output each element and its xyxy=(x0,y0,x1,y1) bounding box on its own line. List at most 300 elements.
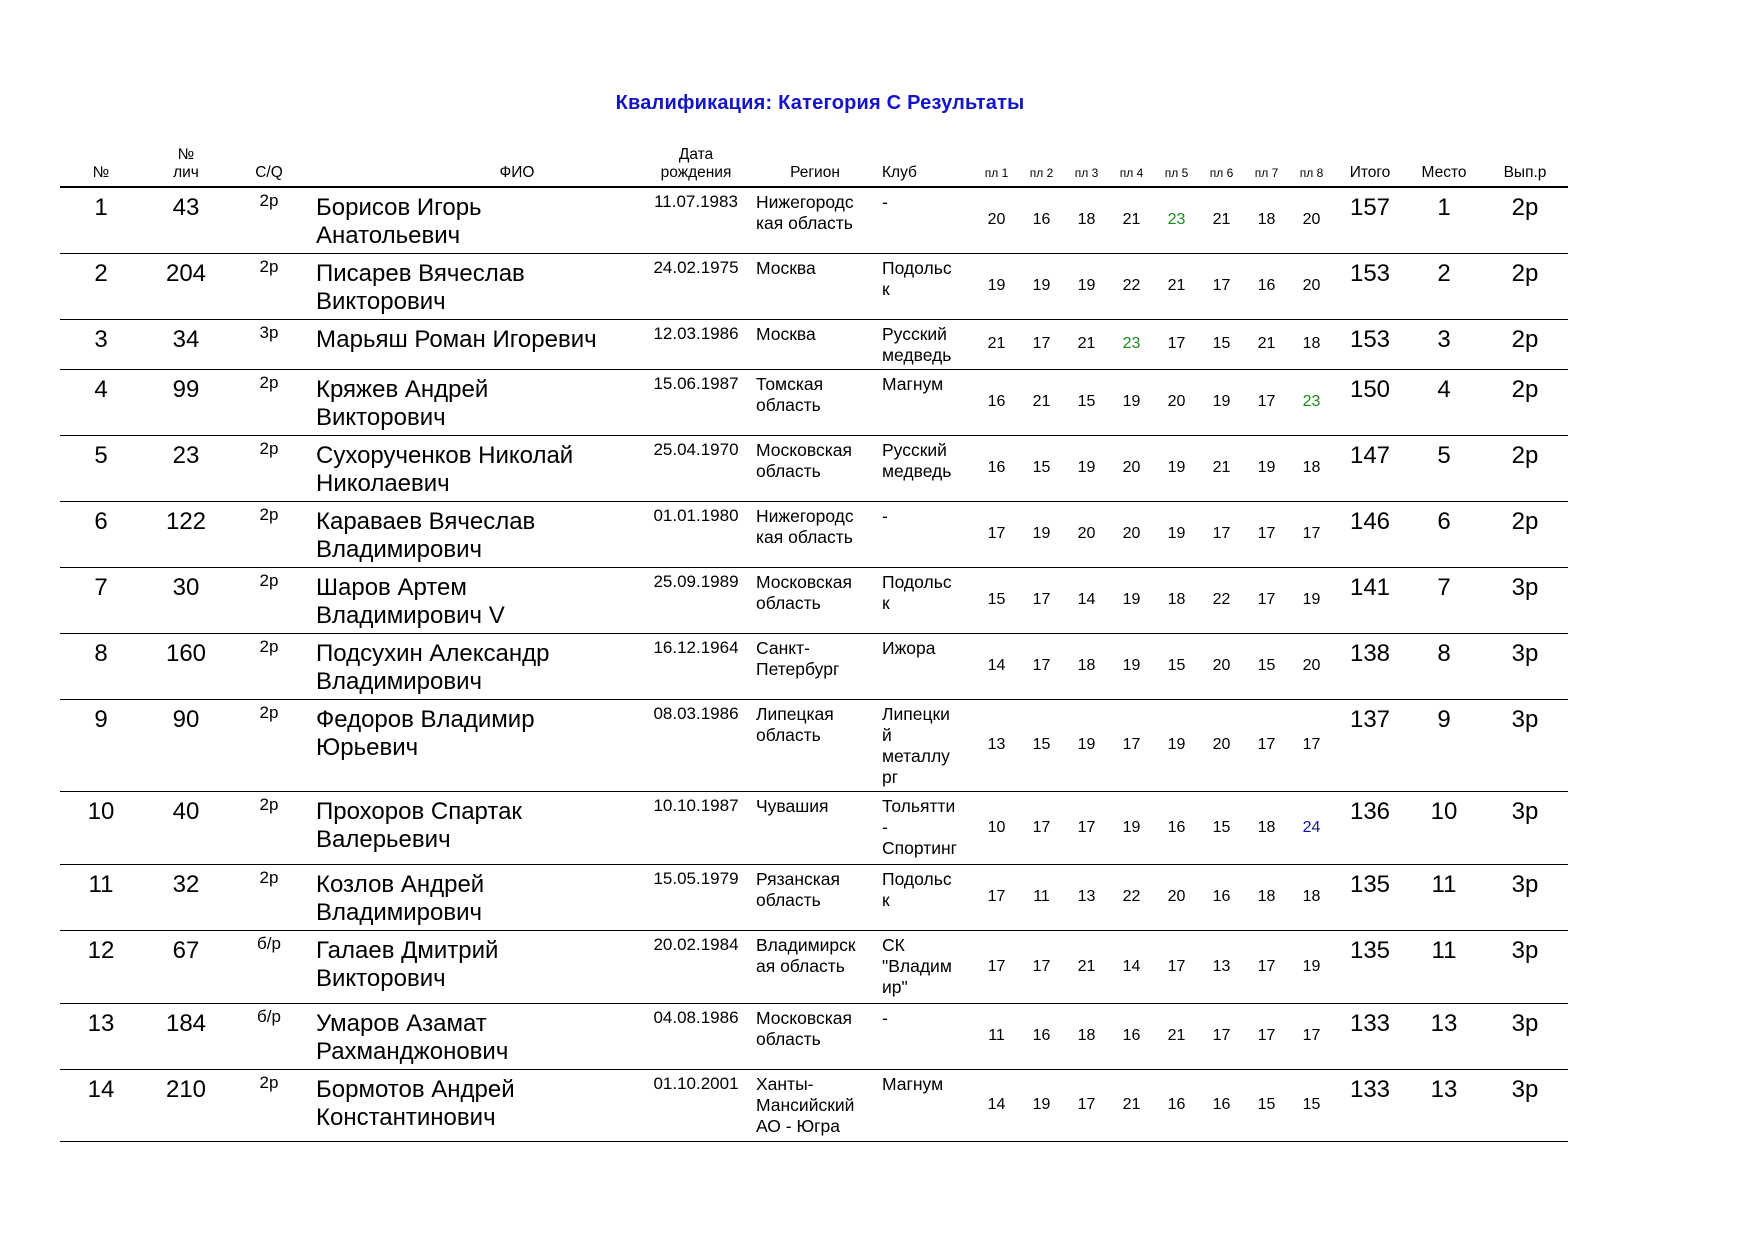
row-score-pl3: 18 xyxy=(1064,187,1109,253)
row-club-line: - xyxy=(882,1007,888,1028)
row-license: 23 xyxy=(142,435,230,501)
row-club xyxy=(880,187,974,253)
table-row xyxy=(60,699,1568,791)
row-num: 6 xyxy=(60,501,142,567)
row-place: 11 xyxy=(1406,864,1482,930)
row-club-line: Спортинг xyxy=(882,837,958,858)
row-region-line: Липецкая xyxy=(756,703,834,724)
row-place: 8 xyxy=(1406,633,1482,699)
row-score-pl6: 17 xyxy=(1199,1003,1244,1069)
row-score-pl2: 19 xyxy=(1019,253,1064,319)
table-row xyxy=(60,930,1568,1003)
row-license: 90 xyxy=(142,699,230,791)
row-score-pl8: 20 xyxy=(1289,187,1334,253)
row-license: 40 xyxy=(142,791,230,864)
row-club-line: Липецки xyxy=(882,703,950,724)
row-score-pl5: 16 xyxy=(1154,791,1199,864)
row-score-pl4: 22 xyxy=(1109,253,1154,319)
row-score-pl1: 10 xyxy=(974,791,1019,864)
row-category: 2р xyxy=(230,791,308,864)
row-score-pl6: 20 xyxy=(1199,633,1244,699)
row-name xyxy=(308,319,636,369)
row-score-pl5: 16 xyxy=(1154,1069,1199,1141)
row-name-line: Викторович xyxy=(316,403,446,431)
header-pl-6: пл 6 xyxy=(1199,146,1244,187)
table-row xyxy=(60,319,1568,369)
header-region: Регион xyxy=(756,146,880,187)
row-club-line: й xyxy=(882,724,892,745)
row-club xyxy=(880,319,974,369)
row-club xyxy=(880,633,974,699)
row-name-line: Марьяш Роман Игоревич xyxy=(316,325,597,353)
row-score-pl3: 20 xyxy=(1064,501,1109,567)
row-score-pl7: 18 xyxy=(1244,187,1289,253)
row-club-line: Ижора xyxy=(882,637,936,658)
row-club xyxy=(880,567,974,633)
row-name-line: Прохоров Спартак xyxy=(316,797,522,825)
table-row xyxy=(60,864,1568,930)
row-name xyxy=(308,369,636,435)
row-score-pl5: 23 xyxy=(1154,187,1199,253)
header-rank: Вып.р xyxy=(1482,146,1568,187)
row-license: 30 xyxy=(142,567,230,633)
row-club xyxy=(880,864,974,930)
row-score-pl4: 14 xyxy=(1109,930,1154,1003)
row-name-line: Владимирович xyxy=(316,898,483,926)
row-score-pl7: 17 xyxy=(1244,1003,1289,1069)
row-score-pl5: 21 xyxy=(1154,1003,1199,1069)
row-club xyxy=(880,369,974,435)
row-region-line: Чувашия xyxy=(756,795,829,816)
row-region xyxy=(756,1069,880,1141)
row-score-pl8: 17 xyxy=(1289,699,1334,791)
row-num: 7 xyxy=(60,567,142,633)
row-score-pl4: 21 xyxy=(1109,1069,1154,1141)
row-name xyxy=(308,187,636,253)
header-club: Клуб xyxy=(880,146,974,187)
row-total: 146 xyxy=(1334,501,1406,567)
row-region-line: АО - Югра xyxy=(756,1115,840,1136)
row-score-pl5: 19 xyxy=(1154,435,1199,501)
row-score-pl7: 17 xyxy=(1244,369,1289,435)
row-club-line: Магнум xyxy=(882,1073,944,1094)
row-club-line: к xyxy=(882,592,890,613)
row-name xyxy=(308,633,636,699)
row-region-line: область xyxy=(756,592,821,613)
row-score-pl8: 18 xyxy=(1289,435,1334,501)
row-license: 160 xyxy=(142,633,230,699)
row-name-line: Галаев Дмитрий xyxy=(316,936,499,964)
row-score-pl5: 17 xyxy=(1154,319,1199,369)
row-score-pl4: 16 xyxy=(1109,1003,1154,1069)
row-club-line: Русский xyxy=(882,439,947,460)
row-num: 14 xyxy=(60,1069,142,1141)
row-score-pl6: 22 xyxy=(1199,567,1244,633)
row-region-line: Нижегородс xyxy=(756,192,854,212)
row-name xyxy=(308,791,636,864)
row-category: 2р xyxy=(230,864,308,930)
row-score-pl4: 17 xyxy=(1109,699,1154,791)
row-name-line: Караваев Вячеслав xyxy=(316,507,536,535)
row-birthdate: 01.01.1980 xyxy=(636,501,756,567)
row-score-pl3: 19 xyxy=(1064,253,1109,319)
row-region-line: Рязанская xyxy=(756,868,840,889)
row-score-pl2: 17 xyxy=(1019,930,1064,1003)
row-score-pl6: 19 xyxy=(1199,369,1244,435)
row-score-pl6: 13 xyxy=(1199,930,1244,1003)
row-score-pl3: 15 xyxy=(1064,369,1109,435)
row-score-pl7: 18 xyxy=(1244,864,1289,930)
row-club-line: ир" xyxy=(882,976,908,997)
row-score-pl5: 20 xyxy=(1154,369,1199,435)
row-rank: 2р xyxy=(1482,253,1568,319)
row-place: 13 xyxy=(1406,1069,1482,1141)
row-rank: 3р xyxy=(1482,699,1568,791)
row-score-pl1: 13 xyxy=(974,699,1019,791)
row-club-line: к xyxy=(882,889,890,910)
row-region-line: Московская xyxy=(756,439,852,460)
table-row xyxy=(60,1069,1568,1141)
row-place: 13 xyxy=(1406,1003,1482,1069)
row-license: 67 xyxy=(142,930,230,1003)
row-name-line: Шаров Артем xyxy=(316,573,467,601)
row-birthdate: 24.02.1975 xyxy=(636,253,756,319)
table-row xyxy=(60,633,1568,699)
table-row xyxy=(60,567,1568,633)
row-score-pl6: 21 xyxy=(1199,435,1244,501)
row-category: 2р xyxy=(230,187,308,253)
row-score-pl4: 19 xyxy=(1109,567,1154,633)
row-score-pl6: 15 xyxy=(1199,791,1244,864)
row-birthdate: 25.09.1989 xyxy=(636,567,756,633)
row-birthdate: 08.03.1986 xyxy=(636,699,756,791)
row-category: б/р xyxy=(230,1003,308,1069)
row-club-line: "Владим xyxy=(882,955,952,976)
row-rank: 2р xyxy=(1482,501,1568,567)
row-score-pl4: 19 xyxy=(1109,633,1154,699)
table-row xyxy=(60,253,1568,319)
row-score-pl7: 16 xyxy=(1244,253,1289,319)
row-region-line: Санкт- xyxy=(756,637,810,658)
row-region-line: область xyxy=(756,724,821,745)
row-score-pl2: 11 xyxy=(1019,864,1064,930)
row-score-pl6: 20 xyxy=(1199,699,1244,791)
table-row xyxy=(60,369,1568,435)
row-birthdate: 01.10.2001 xyxy=(636,1069,756,1141)
row-score-pl8: 23 xyxy=(1289,369,1334,435)
row-num: 1 xyxy=(60,187,142,253)
row-region xyxy=(756,633,880,699)
row-rank: 3р xyxy=(1482,633,1568,699)
row-name xyxy=(308,253,636,319)
row-name-line: Сухорученков Николай xyxy=(316,441,574,469)
row-birthdate: 15.05.1979 xyxy=(636,864,756,930)
row-score-pl1: 19 xyxy=(974,253,1019,319)
header-pl-4: пл 4 xyxy=(1109,146,1154,187)
header-place: Место xyxy=(1406,146,1482,187)
page-title: Квалификация: Категория С Результаты xyxy=(615,92,1025,114)
row-name-line: Владимирович V xyxy=(316,601,505,629)
header-pl-3: пл 3 xyxy=(1064,146,1109,187)
row-name-line: Борисов Игорь xyxy=(316,194,482,221)
header-pl-8: пл 8 xyxy=(1289,146,1334,187)
row-club-line: Подольс xyxy=(882,257,952,278)
row-score-pl3: 17 xyxy=(1064,1069,1109,1141)
row-license: 122 xyxy=(142,501,230,567)
row-score-pl3: 18 xyxy=(1064,1003,1109,1069)
row-place: 6 xyxy=(1406,501,1482,567)
row-birthdate: 10.10.1987 xyxy=(636,791,756,864)
row-category: б/р xyxy=(230,930,308,1003)
header-total: Итого xyxy=(1334,146,1406,187)
row-score-pl2: 16 xyxy=(1019,187,1064,253)
row-rank: 2р xyxy=(1482,369,1568,435)
row-name-line: Константинович xyxy=(316,1103,496,1131)
header-fio: ФИО xyxy=(308,146,636,187)
row-birthdate: 16.12.1964 xyxy=(636,633,756,699)
row-club xyxy=(880,1069,974,1141)
header-lic xyxy=(142,146,230,187)
header-num: № xyxy=(60,146,142,187)
row-num: 13 xyxy=(60,1003,142,1069)
row-region-line: Москва xyxy=(756,257,816,278)
row-license: 43 xyxy=(142,187,230,253)
row-region xyxy=(756,501,880,567)
row-region-line: область xyxy=(756,394,821,415)
row-category: 2р xyxy=(230,435,308,501)
row-name xyxy=(308,1003,636,1069)
table-row xyxy=(60,435,1568,501)
row-category: 2р xyxy=(230,369,308,435)
row-rank: 3р xyxy=(1482,864,1568,930)
header-cq: C/Q xyxy=(230,146,308,187)
row-score-pl1: 17 xyxy=(974,501,1019,567)
row-score-pl5: 18 xyxy=(1154,567,1199,633)
results-table xyxy=(60,146,1568,1142)
row-total: 153 xyxy=(1334,253,1406,319)
row-birthdate: 12.03.1986 xyxy=(636,319,756,369)
row-region xyxy=(756,699,880,791)
row-name xyxy=(308,864,636,930)
row-region-line: Нижегородс xyxy=(756,505,854,526)
header-pl-7: пл 7 xyxy=(1244,146,1289,187)
row-place: 1 xyxy=(1406,187,1482,253)
row-license: 32 xyxy=(142,864,230,930)
row-birthdate: 25.04.1970 xyxy=(636,435,756,501)
row-region-line: Москва xyxy=(756,323,816,344)
row-score-pl7: 17 xyxy=(1244,699,1289,791)
row-name-line: Викторович xyxy=(316,287,446,315)
row-total: 135 xyxy=(1334,864,1406,930)
row-name xyxy=(308,435,636,501)
row-score-pl2: 16 xyxy=(1019,1003,1064,1069)
row-score-pl8: 17 xyxy=(1289,1003,1334,1069)
row-region-line: ая область xyxy=(756,955,845,976)
row-rank: 3р xyxy=(1482,1003,1568,1069)
row-place: 10 xyxy=(1406,791,1482,864)
row-total: 141 xyxy=(1334,567,1406,633)
header-pl-2: пл 2 xyxy=(1019,146,1064,187)
row-num: 2 xyxy=(60,253,142,319)
row-score-pl1: 14 xyxy=(974,633,1019,699)
row-region-line: Петербург xyxy=(756,658,840,679)
row-region-line: Московская xyxy=(756,1007,852,1028)
row-score-pl8: 18 xyxy=(1289,864,1334,930)
row-score-pl2: 17 xyxy=(1019,567,1064,633)
row-club xyxy=(880,699,974,791)
row-region-line: область xyxy=(756,460,821,481)
row-place: 11 xyxy=(1406,930,1482,1003)
row-club-line: к xyxy=(882,278,890,299)
row-club-line: Русский xyxy=(882,323,947,344)
row-num: 10 xyxy=(60,791,142,864)
row-club-line: рг xyxy=(882,766,899,787)
row-name xyxy=(308,567,636,633)
row-score-pl1: 17 xyxy=(974,864,1019,930)
row-club-line: - xyxy=(882,192,888,212)
row-region xyxy=(756,253,880,319)
table-row xyxy=(60,501,1568,567)
row-name-line: Писарев Вячеслав xyxy=(316,259,525,287)
header-lic-line2: лич xyxy=(173,164,199,181)
row-region-line: кая область xyxy=(756,526,853,547)
row-club-line: медведь xyxy=(882,344,952,365)
row-score-pl3: 19 xyxy=(1064,435,1109,501)
row-total: 137 xyxy=(1334,699,1406,791)
row-category: 3р xyxy=(230,319,308,369)
row-birthdate: 15.06.1987 xyxy=(636,369,756,435)
row-license: 204 xyxy=(142,253,230,319)
row-score-pl3: 19 xyxy=(1064,699,1109,791)
row-region-line: кая область xyxy=(756,213,853,233)
row-score-pl8: 19 xyxy=(1289,567,1334,633)
row-score-pl4: 23 xyxy=(1109,319,1154,369)
row-score-pl8: 15 xyxy=(1289,1069,1334,1141)
row-score-pl8: 19 xyxy=(1289,930,1334,1003)
results-body xyxy=(60,187,1568,1141)
row-score-pl5: 17 xyxy=(1154,930,1199,1003)
row-num: 12 xyxy=(60,930,142,1003)
row-region-line: Ханты- xyxy=(756,1073,814,1094)
row-score-pl6: 17 xyxy=(1199,501,1244,567)
row-name xyxy=(308,501,636,567)
row-score-pl5: 21 xyxy=(1154,253,1199,319)
row-score-pl1: 14 xyxy=(974,1069,1019,1141)
row-score-pl6: 21 xyxy=(1199,187,1244,253)
row-category: 2р xyxy=(230,567,308,633)
header-dob-line2: рождения xyxy=(660,164,732,181)
row-name-line: Николаевич xyxy=(316,469,450,497)
row-score-pl6: 16 xyxy=(1199,864,1244,930)
row-category: 2р xyxy=(230,501,308,567)
row-score-pl7: 17 xyxy=(1244,501,1289,567)
header-row xyxy=(60,146,1568,187)
row-num: 5 xyxy=(60,435,142,501)
row-score-pl7: 17 xyxy=(1244,567,1289,633)
row-club-line: Магнум xyxy=(882,373,944,394)
row-total: 135 xyxy=(1334,930,1406,1003)
row-total: 136 xyxy=(1334,791,1406,864)
row-region xyxy=(756,369,880,435)
row-region xyxy=(756,567,880,633)
row-score-pl1: 17 xyxy=(974,930,1019,1003)
row-num: 9 xyxy=(60,699,142,791)
row-name xyxy=(308,699,636,791)
row-club xyxy=(880,791,974,864)
row-total: 138 xyxy=(1334,633,1406,699)
row-score-pl8: 18 xyxy=(1289,319,1334,369)
row-score-pl7: 17 xyxy=(1244,930,1289,1003)
row-score-pl4: 20 xyxy=(1109,435,1154,501)
row-region-line: Московская xyxy=(756,571,852,592)
header-dob-line1: Дата xyxy=(678,146,714,163)
row-score-pl4: 21 xyxy=(1109,187,1154,253)
row-score-pl2: 21 xyxy=(1019,369,1064,435)
row-birthdate: 20.02.1984 xyxy=(636,930,756,1003)
row-score-pl2: 19 xyxy=(1019,1069,1064,1141)
row-rank: 3р xyxy=(1482,791,1568,864)
row-score-pl3: 14 xyxy=(1064,567,1109,633)
row-club xyxy=(880,1003,974,1069)
row-score-pl2: 19 xyxy=(1019,501,1064,567)
row-club-line: - xyxy=(882,816,888,837)
row-region xyxy=(756,435,880,501)
row-total: 133 xyxy=(1334,1069,1406,1141)
row-region xyxy=(756,864,880,930)
row-birthdate: 11.07.1983 xyxy=(636,187,756,253)
row-rank: 3р xyxy=(1482,567,1568,633)
row-num: 8 xyxy=(60,633,142,699)
row-score-pl2: 17 xyxy=(1019,319,1064,369)
row-score-pl4: 19 xyxy=(1109,791,1154,864)
row-club xyxy=(880,253,974,319)
row-category: 2р xyxy=(230,699,308,791)
row-name xyxy=(308,930,636,1003)
row-score-pl1: 16 xyxy=(974,369,1019,435)
row-rank: 2р xyxy=(1482,187,1568,253)
row-score-pl3: 13 xyxy=(1064,864,1109,930)
row-region xyxy=(756,791,880,864)
row-name-line: Валерьевич xyxy=(316,825,451,853)
row-score-pl6: 16 xyxy=(1199,1069,1244,1141)
row-score-pl7: 21 xyxy=(1244,319,1289,369)
row-region-line: Владимирск xyxy=(756,934,856,955)
row-category: 2р xyxy=(230,253,308,319)
row-name-line: Козлов Андрей xyxy=(316,870,485,898)
row-score-pl4: 19 xyxy=(1109,369,1154,435)
row-birthdate: 04.08.1986 xyxy=(636,1003,756,1069)
row-score-pl7: 15 xyxy=(1244,1069,1289,1141)
row-score-pl5: 20 xyxy=(1154,864,1199,930)
row-place: 2 xyxy=(1406,253,1482,319)
row-region xyxy=(756,930,880,1003)
row-license: 34 xyxy=(142,319,230,369)
row-place: 7 xyxy=(1406,567,1482,633)
row-club-line: металлу xyxy=(882,745,950,766)
row-total: 147 xyxy=(1334,435,1406,501)
row-score-pl6: 15 xyxy=(1199,319,1244,369)
row-score-pl8: 20 xyxy=(1289,253,1334,319)
row-score-pl4: 22 xyxy=(1109,864,1154,930)
row-name-line: Юрьевич xyxy=(316,733,419,761)
row-name-line: Рахманджонович xyxy=(316,1037,509,1065)
row-total: 153 xyxy=(1334,319,1406,369)
row-name-line: Владимирович xyxy=(316,535,483,563)
row-score-pl7: 15 xyxy=(1244,633,1289,699)
row-score-pl7: 18 xyxy=(1244,791,1289,864)
row-score-pl2: 15 xyxy=(1019,435,1064,501)
row-club-line: - xyxy=(882,505,888,526)
